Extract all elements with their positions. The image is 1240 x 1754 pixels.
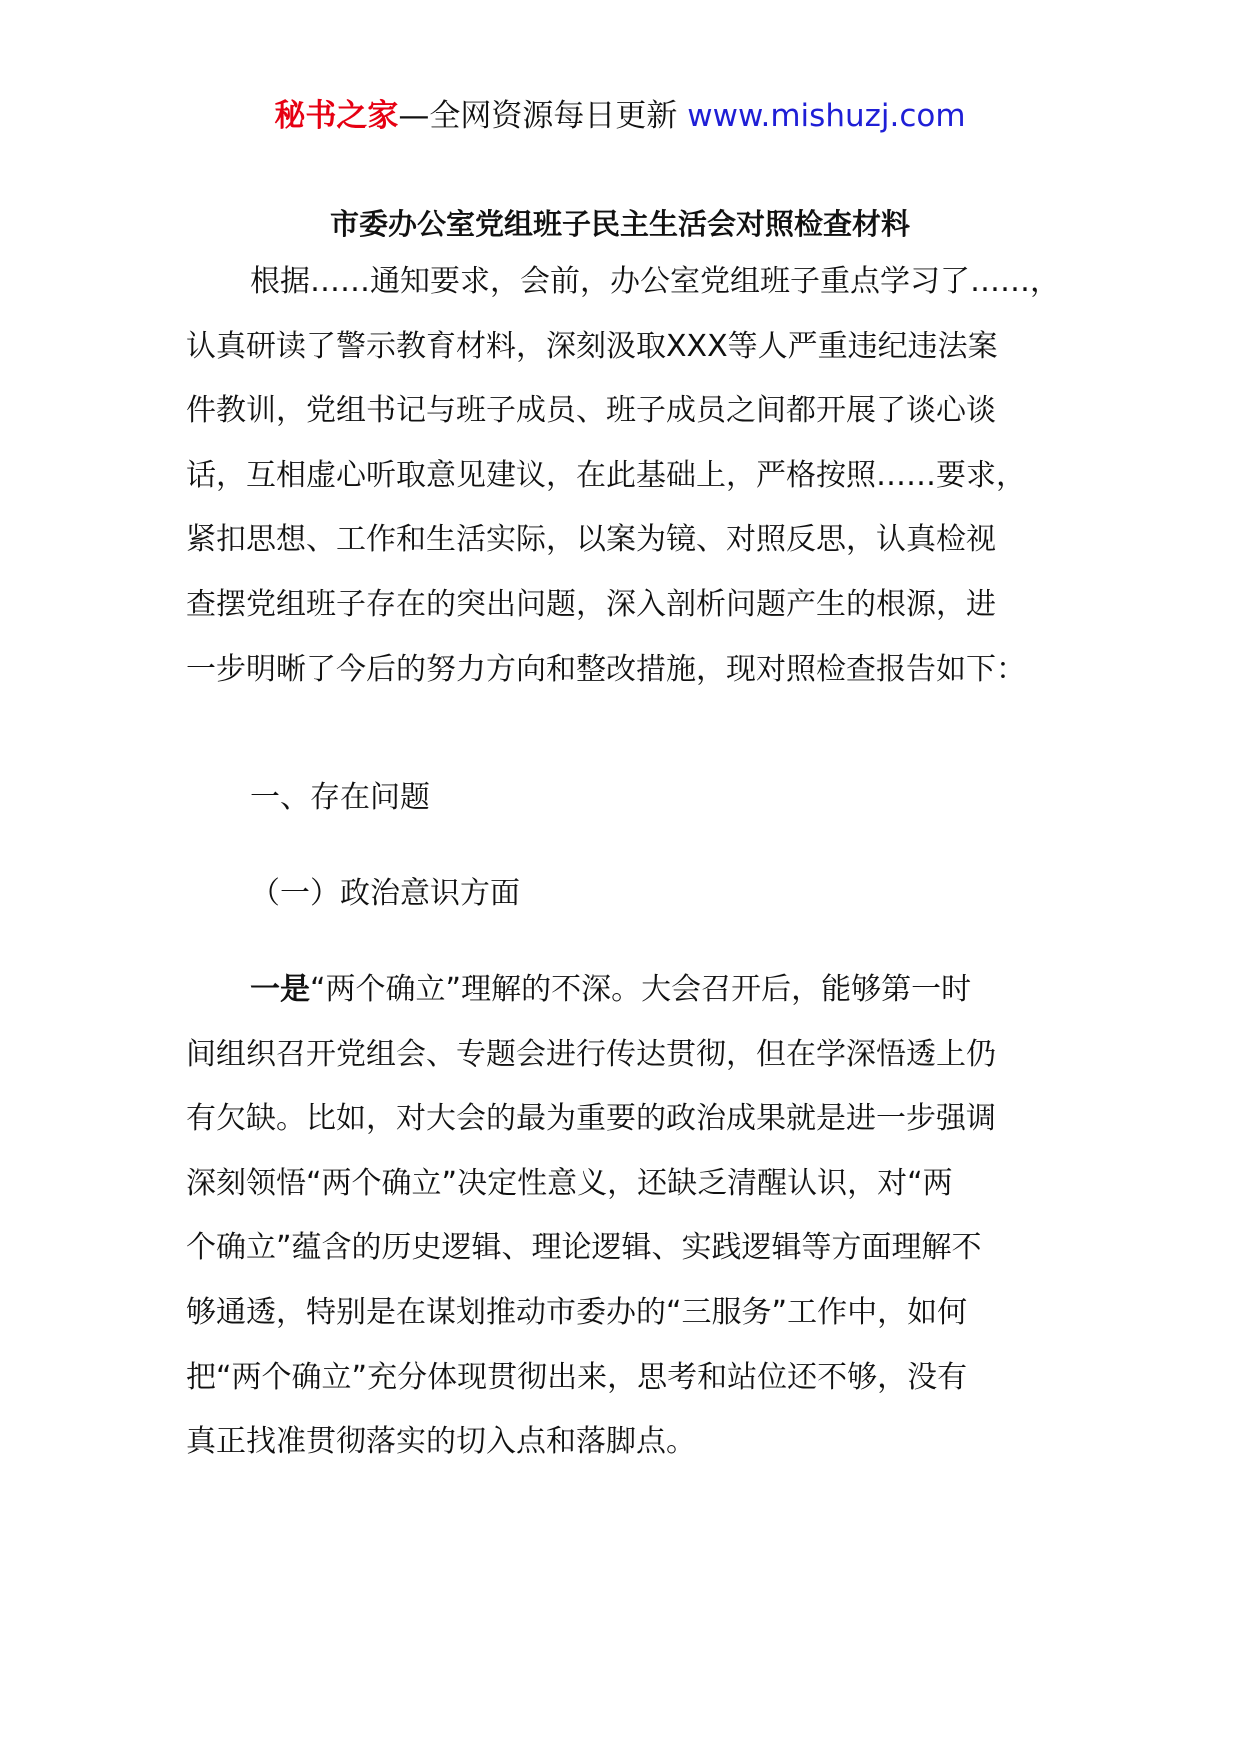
point-paragraph (186, 958, 1066, 1475)
point-line: 间组织召开党组会、专题会进行传达贯彻，但在学深悟透上仍 (186, 1036, 996, 1072)
intro-line: 话，互相虚心听取意见建议，在此基础上，严格按照……要求， (186, 457, 1026, 493)
section-heading: 一、存在问题 (250, 780, 430, 815)
intro-line: 一步明晰了今后的努力方向和整改措施，现对照检查报告如下： (186, 651, 1026, 687)
intro-line: 认真研读了警示教育材料，深刻汲取XXX等人严重违纪违法案 (186, 328, 998, 364)
site-header (0, 96, 1240, 136)
point-line: “两个确立”理解的不深。大会召开后，能够第一时 (310, 972, 972, 1007)
document-title: 市委办公室党组班子民主生活会对照检查材料 (329, 207, 910, 241)
point-line: 把“两个确立”充分体现贯彻出来，思考和站位还不够，没有 (186, 1359, 968, 1395)
intro-line: 紧扣思想、工作和生活实际，以案为镜、对照反思，认真检视 (186, 522, 996, 558)
point-first-line (186, 958, 1066, 1023)
point-line: 够通透，特别是在谋划推动市委办的“三服务”工作中，如何 (186, 1294, 968, 1330)
intro-line: 根据……通知要求，会前，办公室党组班子重点学习了……， (250, 264, 1060, 299)
point-line: 个确立”蕴含的历史逻辑、理论逻辑、实践逻辑等方面理解不 (186, 1230, 982, 1266)
header-tagline: —全网资源每日更新 (398, 98, 688, 134)
point-lead: 一是 (250, 972, 310, 1007)
point-line: 有欠缺。比如，对大会的最为重要的政治成果就是进一步强调 (186, 1101, 996, 1137)
subsection-heading: （一）政治意识方面 (250, 876, 520, 911)
point-line: 真正找准贯彻落实的切入点和落脚点。 (186, 1424, 696, 1460)
intro-line: 查摆党组班子存在的突出问题，深入剖析问题产生的根源，进 (186, 586, 996, 622)
intro-line: 件教训，党组书记与班子成员、班子成员之间都开展了谈心谈 (186, 393, 996, 429)
point-line: 深刻领悟“两个确立”决定性意义，还缺乏清醒认识，对“两 (186, 1165, 953, 1201)
subsection-heading-block (186, 862, 1066, 927)
brand-name: 秘书之家 (274, 98, 399, 134)
intro-paragraph (186, 250, 1066, 702)
section-heading-block (186, 766, 1066, 831)
site-url-link[interactable]: www.mishuzj.com (687, 98, 966, 134)
